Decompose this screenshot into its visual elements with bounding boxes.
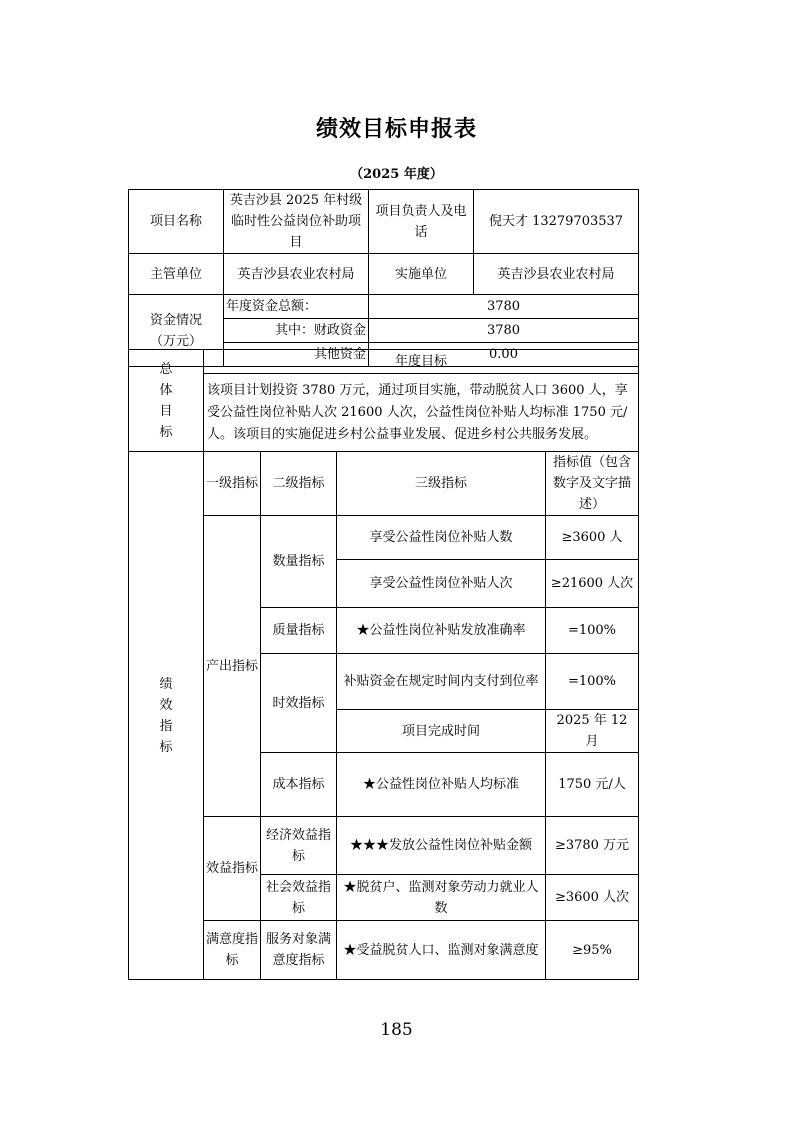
benefit-indicator: 效益指标 (204, 817, 261, 921)
col-value-header: 指标值（包含数字及文字描述） (546, 452, 639, 516)
other-funds-value: 0.00 (369, 343, 639, 367)
cost-indicator: 成本指标 (261, 753, 337, 817)
contact-value: 倪天才 13279703537 (474, 190, 639, 254)
satisfaction-name: ★受益脱贫人口、监测对象满意度 (337, 921, 546, 980)
overall-goal-label: 总体目标 (129, 350, 204, 452)
annual-goal-header: 年度目标 (204, 350, 639, 374)
authority-value: 英吉沙县农业农村局 (224, 254, 369, 295)
t1-name: 补贴资金在规定时间内支付到位率 (337, 654, 546, 710)
basic-info-table (128, 189, 639, 367)
contact-label: 项目负责人及电话 (369, 190, 474, 254)
service-indicator: 服务对象满意度指标 (261, 921, 337, 980)
implementer-label: 实施单位 (369, 254, 474, 295)
project-name-label: 项目名称 (129, 190, 224, 254)
satisfaction-value: ≥95% (546, 921, 639, 980)
page-title: 绩效目标申报表 (315, 117, 477, 142)
t2-name: 项目完成时间 (337, 710, 546, 753)
total-funds-label: 年度资金总额： (224, 295, 369, 319)
t2-value: 2025 年 12 月 (546, 710, 639, 753)
t1-value: =100% (546, 654, 639, 710)
total-funds-value: 3780 (369, 295, 639, 319)
project-name-value: 英吉沙县 2025 年村级临时性公益岗位补助项目 (224, 190, 369, 254)
q1-name: 享受公益性岗位补贴人数 (337, 516, 546, 560)
fiscal-funds-label: 其中：财政资金 (224, 319, 369, 343)
authority-label: 主管单位 (129, 254, 224, 295)
q2-value: ≥21600 人次 (546, 560, 639, 608)
indicators-table (128, 451, 639, 980)
cost-name: ★公益性岗位补贴人均标准 (337, 753, 546, 817)
satisfaction-indicator: 满意度指标 (204, 921, 261, 980)
annual-goal-text: 该项目计划投资 3780 万元，通过项目实施，带动脱贫人口 3600 人，享受公益性岗位补贴人次 21600 人次，公益性岗位补贴人均标准 1750 元/人。该项目的实施促进乡村公益事业发展、促进乡村公共服务发展。 (204, 374, 639, 452)
social-value: ≥3600 人次 (546, 875, 639, 921)
quantity-indicator: 数量指标 (261, 516, 337, 608)
col-level3-header: 三级指标 (337, 452, 546, 516)
q2-name: 享受公益性岗位补贴人次 (337, 560, 546, 608)
quality-value: =100% (546, 608, 639, 654)
page-number: 185 (380, 1020, 413, 1040)
other-funds-label: 其他资金 (224, 343, 369, 367)
output-indicator: 产出指标 (204, 516, 261, 817)
social-indicator: 社会效益指标 (261, 875, 337, 921)
economic-indicator: 经济效益指标 (261, 817, 337, 875)
col-level2-header: 二级指标 (261, 452, 337, 516)
q1-value: ≥3600 人 (546, 516, 639, 560)
indicators-label: 绩效指标 (129, 452, 204, 980)
overall-goal-table (128, 349, 639, 452)
cost-value: 1750 元/人 (546, 753, 639, 817)
funds-label: 资金情况（万元） (129, 295, 224, 367)
timeliness-indicator: 时效指标 (261, 654, 337, 753)
social-name: ★脱贫户、监测对象劳动力就业人数 (337, 875, 546, 921)
col-level1-header: 一级指标 (204, 452, 261, 516)
year-label: （2025 年度） (350, 167, 443, 182)
quality-name: ★公益性岗位补贴发放准确率 (337, 608, 546, 654)
economic-name: ★★★发放公益性岗位补贴金额 (337, 817, 546, 875)
economic-value: ≥3780 万元 (546, 817, 639, 875)
fiscal-funds-value: 3780 (369, 319, 639, 343)
implementer-value: 英吉沙县农业农村局 (474, 254, 639, 295)
quality-indicator: 质量指标 (261, 608, 337, 654)
